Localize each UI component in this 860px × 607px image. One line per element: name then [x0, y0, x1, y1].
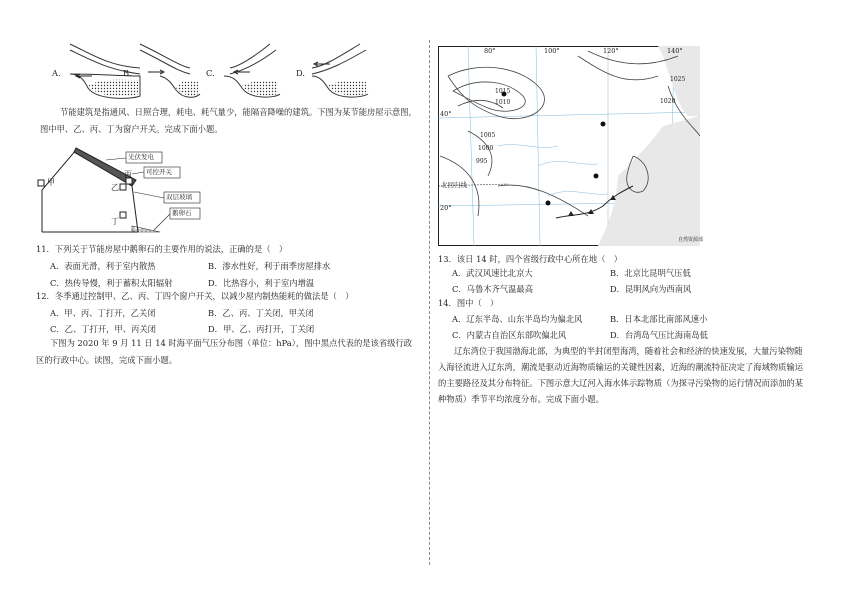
- q11-option-c[interactable]: C．热传导慢，利于蓄积太阳辐射: [50, 278, 173, 288]
- intro-3-line-3: 的主要路径及其分布特征。下图示意大辽河入海水体示踪物质（为探寻污染物的运行情况而添加的某: [438, 378, 804, 388]
- intro-1-line-1: 节能建筑是指通风、日照合理，耗电、耗气量少，能隔音降噪的建筑。下图为某节能房屋示意图，: [60, 107, 417, 117]
- intro-3-line-1: 辽东湾位于我国渤海北部，为典型的半封闭型海湾，随着社会和经济的快速发展，大量污染物随: [454, 346, 803, 356]
- label-switch: 可控开关: [146, 168, 172, 176]
- map-lat-40: 40°: [440, 110, 452, 118]
- map-corner-label: 自然资源部: [678, 237, 704, 243]
- q13-option-b[interactable]: B．北京比昆明气压低: [610, 268, 691, 278]
- map-isobar-1020: 1020: [660, 98, 676, 105]
- intro-3-line-2: 入海径流进入辽东湾，潮流是驱动近海物质输运的关键性因素，近海的潮流特征决定了海域物质输运: [438, 362, 804, 372]
- label-glass: 双层玻璃: [166, 193, 192, 201]
- q13-option-a[interactable]: A．武汉风速比北京大: [452, 268, 533, 278]
- fig-label-c: C.: [206, 68, 215, 78]
- map-isobar-1015: 1015: [495, 88, 511, 95]
- label-stone: 鹅卵石: [172, 209, 192, 217]
- map-lat-20: 20°: [440, 204, 452, 212]
- q12-option-b[interactable]: B．乙、丙、丁关闭，甲关闭: [208, 308, 314, 318]
- house-diagram: [36, 140, 206, 240]
- fig-label-a: A.: [52, 68, 61, 78]
- intro-3-line-4: 种物质）季节平均浓度分布。完成下面小题。: [438, 394, 604, 404]
- q11-option-a[interactable]: A．表面光滑，利于室内散热: [50, 261, 156, 271]
- q12-stem: 12．冬季通过控制甲、乙、丙、丁四个窗户开关，以减少屋内制热能耗的做法是（ ）: [36, 291, 354, 301]
- fig-label-b: B.: [123, 68, 132, 78]
- q13-stem: 13．该日 14 时，四个省级行政中心所在地（ ）: [438, 254, 623, 264]
- fig-c: [224, 44, 280, 97]
- map-lon-120: 120°: [603, 47, 619, 55]
- q12-option-d[interactable]: D．甲、乙、丙打开，丁关闭: [208, 324, 315, 334]
- column-divider: [429, 40, 431, 565]
- label-ding: 丁: [111, 217, 119, 226]
- label-yi: 乙: [111, 183, 119, 192]
- map-isobar-1025: 1025: [670, 76, 686, 83]
- q13-option-c[interactable]: C．乌鲁木齐气温最高: [452, 284, 534, 294]
- q13-option-d[interactable]: D．昆明风向为西南风: [610, 284, 692, 294]
- map-lon-100: 100°: [544, 47, 560, 55]
- fig-label-d: D.: [296, 68, 305, 78]
- map-isobar-995: 995: [476, 158, 488, 165]
- label-pv: 光伏发电: [128, 153, 154, 161]
- fig-options-abcd: [40, 36, 370, 104]
- fig-b: [140, 44, 200, 97]
- q11-option-b[interactable]: B．渗水性好，利于雨季房屋排水: [208, 261, 331, 271]
- q14-option-c[interactable]: C．内蒙古自治区东部吹偏北风: [452, 330, 567, 340]
- q14-option-d[interactable]: D．台湾岛气压比海南岛低: [610, 330, 708, 340]
- fig-d: [312, 44, 368, 97]
- q14-option-b[interactable]: B．日本北部比南部风速小: [610, 314, 708, 324]
- map-lon-80: 80°: [484, 47, 496, 55]
- map-tropic-label: 北回归线: [441, 181, 467, 189]
- q11-option-d[interactable]: D．比热容小，利于室内增温: [208, 278, 315, 288]
- map-isobar-1005: 1005: [480, 132, 496, 139]
- q11-stem: 11．下列关于节能房屋中鹅卵石的主要作用的说法，正确的是（ ）: [36, 244, 288, 254]
- label-jia: 甲: [47, 178, 55, 187]
- q12-option-c[interactable]: C．乙、丁打开，甲、丙关闭: [50, 324, 156, 334]
- q12-option-a[interactable]: A．甲、丙、丁打开，乙关闭: [50, 308, 156, 318]
- q14-option-a[interactable]: A．辽东半岛、山东半岛均为偏北风: [452, 314, 583, 324]
- intro-2-line-1: 下图为 2020 年 9 月 11 日 14 时海平面气压分布图（单位：hPa），图中黑点代表的是该省级行政: [50, 338, 413, 348]
- q14-stem: 14．图中（ ）: [438, 298, 499, 308]
- intro-1-line-2: 图中甲、乙、丙、丁为窗户开关。完成下面小题。: [40, 124, 223, 134]
- map-isobar-1000: 1000: [478, 145, 494, 152]
- map-isobar-1010: 1010: [495, 99, 511, 106]
- intro-2-line-2: 区的行政中心。读图，完成下面小题。: [36, 355, 178, 365]
- map-lon-140: 140°: [667, 47, 683, 55]
- label-bing: 丙: [124, 170, 132, 179]
